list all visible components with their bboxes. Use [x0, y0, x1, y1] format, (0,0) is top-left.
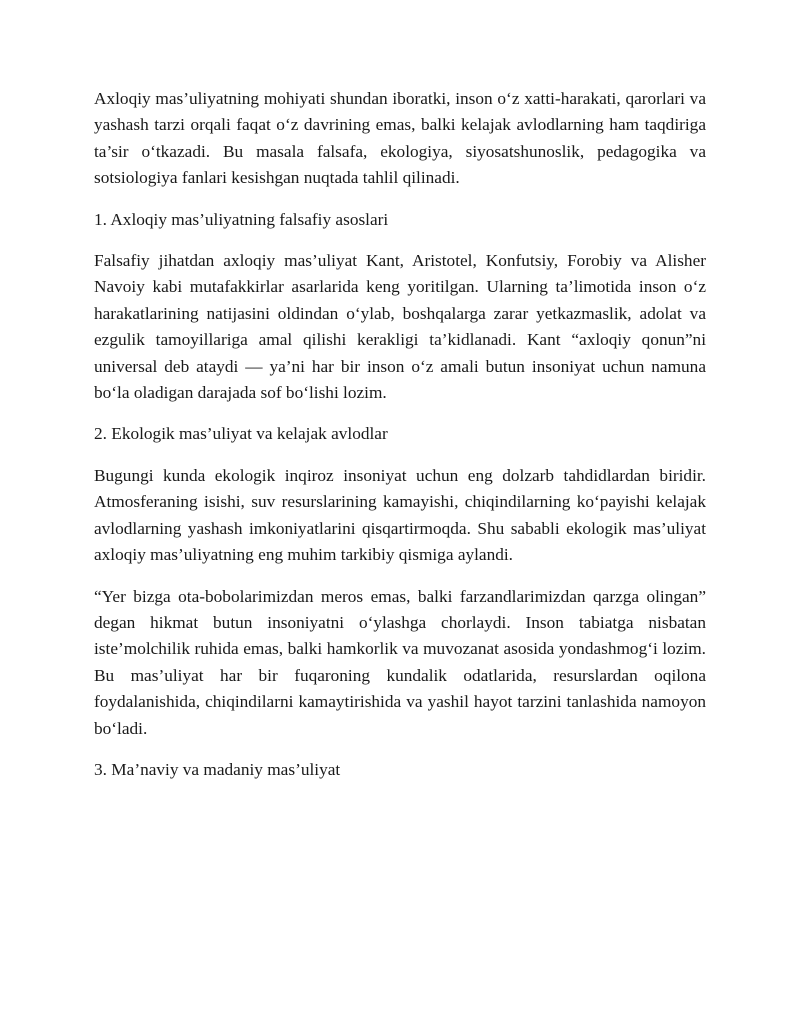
section-1-heading: 1. Axloqiy mas’uliyatning falsafiy asoslari	[94, 209, 389, 229]
section-3-heading: 3. Ma’naviy va madaniy mas’uliyat	[94, 759, 341, 779]
section-1-paragraph: Falsafiy jihatdan axloqiy mas’uliyat Kant, Aristotel, Konfutsiy, Forobiy va Alisher Navoiy kabi mutafakkirlar asarlarida keng yoritilgan. Ularning ta’limotida inson o‘z harakatlarining natijasini oldindan o‘ylab, boshqalarga zarar yetkazmaslik, adolat va ezgulik tamoyillariga amal qilishi kerakligi ta’kidlanadi. Kant “axloqiy qonun”ni universal deb ataydi — ya’ni har bir inson o‘z amali butun insoniyat uchun namuna bo‘la oladigan darajada sof bo‘lishi lozim.	[94, 251, 706, 403]
section-2-paragraph-2: “Yer bizga ota-bobolarimizdan meros emas, balki farzandlarimizdan qarzga olingan” degan hikmat butun insoniyatni o‘ylashga chorlaydi. Inson tabiatga nisbatan iste’molchilik ruhida emas, balki hamkorlik va muvozanat asosida yondashmog‘i lozim. Bu mas’uliyat har bir fuqaroning kundalik odatlarida, resurslardan oqilona foydalanishida, chiqindilarni kamaytirishida va yashil hayot tarzini tanlashida namoyon bo‘ladi.	[94, 586, 706, 738]
intro-paragraph: Axloqiy mas’uliyatning mohiyati shundan iboratki, inson o‘z xatti-harakati, qarorlari va yashash tarzi orqali faqat o‘z davrining emas, balki kelajak avlodlarning ham taqdiriga ta’sir o‘tkazadi. Bu masala falsafa, ekologiya, siyosatshunoslik, pedagogika va sotsiologiya fanlari kesishgan nuqtada tahlil qilinadi.	[94, 89, 706, 188]
document-page	[94, 86, 706, 798]
section-2-paragraph-1: Bugungi kunda ekologik inqiroz insoniyat uchun eng dolzarb tahdidlardan biridir. Atmosferaning isishi, suv resurslarining kamayishi, chiqindilarning ko‘payishi kelajak avlodlarning yashash imkoniyatlarini qisqartirmoqda. Shu sababli ekologik mas’uliyat axloqiy mas’uliyatning eng muhim tarkibiy qismiga aylandi.	[94, 465, 706, 565]
section-2-heading: 2. Ekologik mas’uliyat va kelajak avlodlar	[94, 424, 388, 444]
